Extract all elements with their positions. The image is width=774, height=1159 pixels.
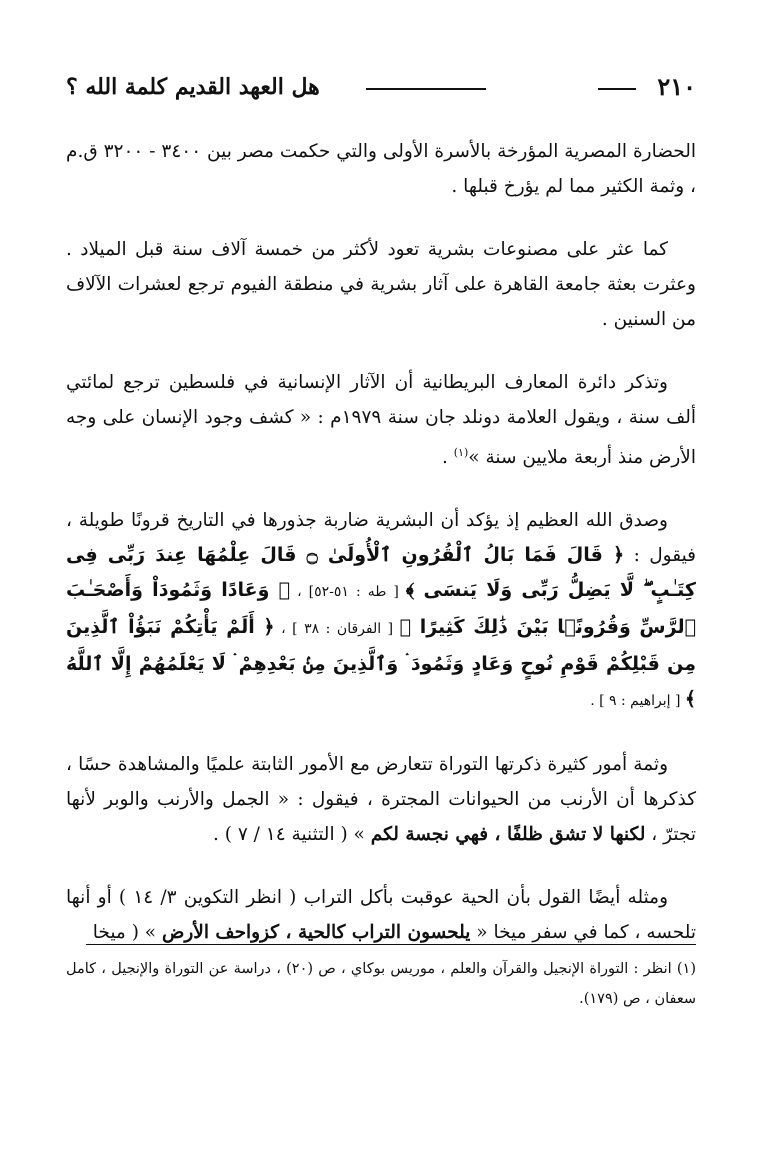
main-text — [66, 134, 696, 960]
bold-quote: يلحسون التراب كالحية ، كزواحف الأرض — [162, 922, 471, 944]
paragraph-text: . — [441, 447, 454, 469]
paragraph — [66, 880, 696, 950]
running-title: هل العهد القديم كلمة الله ؟ — [66, 74, 320, 100]
quran-verse: ﴿ وَعَادًا وَثَمُودَاْ وَأَصْحَـٰبَ ٱلرَّسِّ وَقُرُونًۢا بَيْنَ ذَٰلِكَ كَثِيرًا ﴾ — [66, 579, 697, 639]
paragraph-text: وصدق الله العظيم إذ يؤكد أن البشرية ضاربة جذورها في التاريخ قرونًا طويلة ، فيقول : — [66, 510, 697, 567]
verse-reference: [ طه : ٥١-٥٢] ، — [290, 584, 406, 601]
quran-verse: ﴿ قَالَ فَمَا بَالُ ٱلْقُرُونِ ٱلْأُولَىٰ ۝ قَالَ عِلْمُهَا عِندَ رَبِّى فِى كِتَـٰبٍ ۖ لَّا يَضِلُّ رَبِّى وَلَا يَنسَى ﴾ — [66, 544, 696, 602]
verse-reference: [ إبراهيم : ٩ ] . — [590, 693, 685, 710]
verse-reference: [ الفرقان : ٣٨ ] ، — [274, 621, 400, 638]
paragraph-text: الحضارة المصرية المؤرخة بالأسرة الأولى والتي حكمت مصر بين ٣٤٠٠ - ٣٢٠٠ ق.م ، وثمة الكثير مما لم يؤرخ قبلها . — [66, 141, 696, 197]
footnote-divider — [86, 944, 696, 945]
paragraph — [66, 747, 696, 852]
running-header — [66, 72, 696, 102]
page-number: ٢١٠ — [657, 72, 696, 101]
footnote: (١) انظر : التوراة الإنجيل والقرآن والعلم ، موريس بوكاي ، ص (٢٠) ، دراسة عن التوراة والإنجيل ، كامل سعفان ، ص (١٧٩). — [66, 961, 696, 1007]
paragraph-text: كما عثر على مصنوعات بشرية تعود لأكثر من خمسة آلاف سنة قبل الميلاد . وعثرت بعثة جامعة القاهرة على آثار بشرية في منطقة الفيوم ترجع لعشرات الآلاف من السنين . — [66, 239, 696, 330]
paragraph — [66, 232, 696, 337]
footnotes — [66, 954, 696, 1014]
paragraph-text: ومثله أيضًا القول بأن الحية عوقبت بأكل التراب ( انظر التكوين ٣/ ١٤ ) أو أنها تلحسه ، كما في سفر ميخا « — [66, 887, 696, 944]
paragraph-text: » ( ميخا — [92, 922, 162, 944]
paragraph — [66, 134, 696, 204]
header-rule — [366, 88, 486, 90]
footnote-marker: (١) — [453, 446, 469, 459]
paragraph-text: وتذكر دائرة المعارف البريطانية أن الآثار الإنسانية في فلسطين ترجع لمائتي ألف سنة ، ويقول العلامة دونلد جان سنة ١٩٧٩م : « كشف وجود الإنسان على وجه الأرض منذ أربعة ملايين سنة » — [66, 372, 697, 469]
header-rule — [598, 88, 636, 90]
bold-quote: لكنها لا تشق ظلفًا ، فهي نجسة لكم — [370, 824, 646, 846]
paragraph-text: وثمة أمور كثيرة ذكرتها التوراة تتعارض مع الأمور الثابتة علميًا والمشاهدة حسًا ، كذكرها أن الأرنب من الحيوانات المجترة ، فيقول : « الجمل والأرنب والوبر لأنها تجترّ ، — [66, 754, 696, 846]
quran-verse: ﴿ أَلَمْ يَأْتِكُمْ نَبَؤُاْ ٱلَّذِينَ مِن قَبْلِكُمْ قَوْمِ نُوحٍ وَعَادٍ وَثَمُودَ ۛ وَٱلَّذِينَ مِنۢ بَعْدِهِمْ ۛ لَا يَعْلَمُهُمْ إِلَّا ٱللَّهُ ﴾ — [66, 616, 696, 711]
paragraph — [66, 365, 696, 475]
paragraph-text: » ( التثنية ١٤ / ٧ ) . — [213, 824, 371, 846]
paragraph — [66, 503, 696, 719]
